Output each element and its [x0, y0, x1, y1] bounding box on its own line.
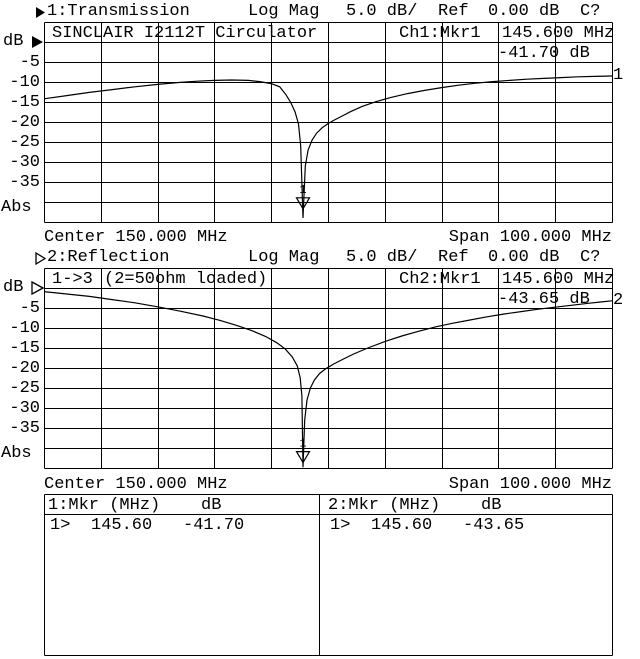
- channel1-ref-level-pointer-icon: [31, 35, 44, 49]
- channel1-ref-value: 0.00 dB: [488, 2, 560, 21]
- marker-table-ch1-unit-header: dB: [201, 496, 222, 515]
- channel1-span: Span 100.000 MHz: [448, 228, 612, 247]
- marker-table-ch1-row-frequency: 145.60: [91, 516, 153, 535]
- marker-table-ch2-row-value: -43.65: [463, 516, 525, 535]
- channel2-span: Span 100.000 MHz: [448, 475, 612, 494]
- channel2-ref-level-pointer-icon: [31, 281, 44, 295]
- channel2-load-note: (2=50ohm loaded): [104, 270, 268, 289]
- y-tick-label: -30: [9, 398, 40, 418]
- y-tick-label: -10: [9, 72, 40, 92]
- channel2-marker-value: -43.65 dB: [498, 290, 590, 309]
- channel2-ref-label: Ref: [438, 248, 469, 267]
- y-tick-label: -10: [9, 318, 40, 338]
- channel2-path-annotation: 1->3: [52, 270, 93, 289]
- marker-number-ch2: 1: [299, 436, 307, 451]
- channel1-abs-label: Abs: [1, 198, 32, 217]
- channel2-format: Log Mag: [248, 248, 320, 267]
- channel1-ref-label: Ref: [438, 2, 469, 21]
- channel2-marker-channel: Ch2:Mkr1: [399, 270, 481, 289]
- y-tick-label: -20: [9, 112, 40, 132]
- y-tick-label: -25: [9, 378, 40, 398]
- channel1-format: Log Mag: [248, 2, 320, 21]
- y-tick-label: -25: [9, 132, 40, 152]
- channel2-trace-number-label: 2: [613, 291, 624, 310]
- channel2-y-axis-unit: dB: [3, 278, 24, 297]
- y-tick-label: -20: [9, 358, 40, 378]
- channel1-trace-number-label: 1: [613, 66, 624, 85]
- y-tick-label: -15: [9, 338, 40, 358]
- channel2-active-pointer-icon: [35, 251, 46, 265]
- marker-table-ch2-row-selector: 1>: [330, 516, 351, 535]
- y-tick-label: -5: [19, 52, 40, 72]
- channel2-trace-label: 2:Reflection: [47, 248, 170, 267]
- y-tick-label: -35: [9, 418, 40, 438]
- channel1-trace-label: 1:Transmission: [47, 2, 190, 21]
- channel2-marker-frequency: 145.600 MHz: [502, 270, 615, 289]
- y-tick-label: -15: [9, 92, 40, 112]
- channel2-center-frequency: Center 150.000 MHz: [44, 475, 228, 494]
- channel2-scale-per-div: 5.0 dB/: [346, 248, 418, 267]
- marker-table-ch1-row-value: -41.70: [183, 516, 245, 535]
- channel2-ref-value: 0.00 dB: [488, 248, 560, 267]
- marker-table-ch2-unit-header: dB: [481, 496, 502, 515]
- marker-table-ch2-header: 2:Mkr (MHz): [328, 496, 441, 515]
- marker-table-ch2-row-frequency: 145.60: [371, 516, 433, 535]
- marker-table-ch1-header: 1:Mkr (MHz): [48, 496, 161, 515]
- channel1-marker-value: -41.70 dB: [498, 44, 590, 63]
- channel2-cal-status: C?: [580, 248, 601, 267]
- channel1-cal-status: C?: [580, 2, 601, 21]
- y-tick-label: -35: [9, 172, 40, 192]
- channel1-device-annotation: SINCLAIR I2112T Circulator: [52, 24, 318, 43]
- y-tick-label: -5: [19, 298, 40, 318]
- channel1-marker-channel: Ch1:Mkr1: [399, 24, 481, 43]
- y-tick-label: -30: [9, 152, 40, 172]
- marker-number-ch1: 1: [299, 182, 307, 197]
- channel1-marker-frequency: 145.600 MHz: [502, 24, 615, 43]
- channel2-abs-label: Abs: [1, 444, 32, 463]
- channel1-center-frequency: Center 150.000 MHz: [44, 228, 228, 247]
- channel1-active-pointer-icon: [35, 5, 46, 19]
- marker-table-ch1-row-selector: 1>: [50, 516, 71, 535]
- channel1-scale-per-div: 5.0 dB/: [346, 2, 418, 21]
- channel1-y-axis-unit: dB: [3, 32, 24, 51]
